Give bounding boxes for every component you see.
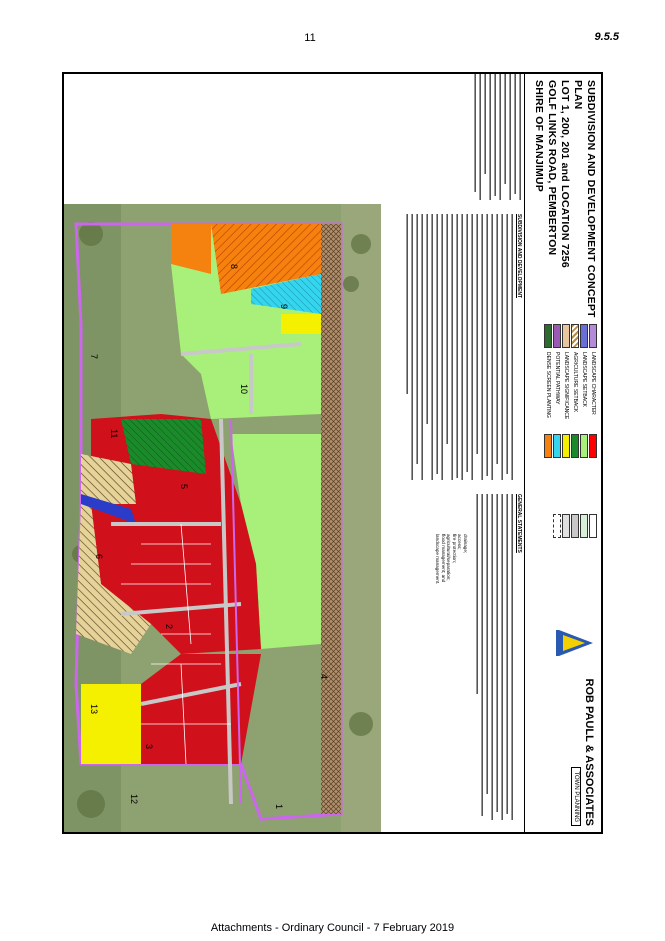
legend-row [562,324,571,624]
concept-plan-sheet [62,72,603,834]
list-item: landscape management. [435,534,441,585]
legend-column-3 [553,514,598,542]
legend-swatch [590,514,598,538]
notes-area [381,74,521,832]
legend-column-2 [544,434,598,462]
company-block [527,626,599,826]
legend-swatch [563,514,571,538]
list-item: fire protection; [452,534,457,564]
legend-swatch [581,514,589,538]
legend-swatch [572,324,580,348]
legend-row [589,324,598,624]
legend-label: LANDSCAPE SETBACK [581,352,588,408]
legend-row [553,434,562,462]
legend-swatch [572,514,580,538]
zone-red-residential-north [141,654,261,764]
map-label: 8 [229,264,239,270]
legend-row [571,434,580,462]
zone-yellow-strip [281,314,321,334]
legend-row [544,434,553,462]
legend-swatch [572,434,580,458]
map-label: 13 [89,704,99,715]
section-reference: 9.5.5 [594,31,619,43]
map-label: 4 [319,674,329,680]
company-name: ROB PAULL & ASSOCIATES [583,678,595,826]
company-logo-icon [555,628,595,658]
legend-row [553,514,562,542]
legend-row [562,514,571,542]
subdivision-notes [392,214,521,484]
list-item: agricultural/separation; [446,534,452,581]
title-line-1: SUBDIVISION AND DEVELOPMENT CONCEPT PLAN [572,80,597,318]
legend-row [589,514,598,542]
map-label: 7 [89,354,99,360]
general-statements [435,494,521,824]
map-label: 6 [94,554,104,560]
legend-label: LANDSCAPE CHARACTER [590,352,597,415]
legend-swatch [554,434,562,458]
legend-row [589,434,598,462]
title-strip [524,74,601,832]
title-line-3: GOLF LINKS ROAD, PEMBERTON [546,80,558,256]
legend-row [562,434,571,462]
company-subtitle: TOWN PLANNING [571,767,581,826]
legend-swatch [590,324,598,348]
concept-plan-map [64,204,381,832]
map-label: 3 [144,744,154,750]
page-number: 11 [304,32,316,44]
legend-swatch [545,434,553,458]
legend-swatch [554,514,562,538]
legend-swatch [581,324,589,348]
further-notes-text [401,74,521,204]
legend-row [571,324,580,624]
legend-swatch [581,434,589,458]
legend-row [571,514,580,542]
title-line-2: LOT 1, 200, 201 and LOCATION 7256 [559,80,571,268]
legend-swatch [590,434,598,458]
general-items-list [435,534,468,824]
legend-row [544,324,553,624]
map-label: 11 [109,429,119,439]
legend-label: DENSE SCREEN PLANTING [545,352,552,418]
legend-row [553,324,562,624]
zone-yellow [81,684,141,764]
legend-swatch [563,434,571,458]
landscape-buffer-strip [321,224,341,814]
legend-label: LANDSCAPE SIGNIFICANCE [563,352,570,420]
map-label: 2 [164,624,174,630]
subdivision-heading: SUBDIVISION AND DEVELOPMENT [516,214,522,298]
page-footer: Attachments - Ordinary Council - 7 February 2019 [210,922,455,934]
legend-swatch [563,324,571,348]
legend-label: POTENTIAL PATHWAY [554,352,561,405]
legend-row [580,514,589,542]
legend-swatch [554,324,562,348]
title-line-4: SHIRE OF MANJIMUP [533,80,545,192]
map-label: 12 [129,794,139,805]
list-item: flood management; and [441,534,446,583]
general-statements-text [470,494,514,824]
general-statements-heading: GENERAL STATEMENTS [516,494,522,553]
legend-swatch [545,324,553,348]
map-label: 1 [274,804,284,810]
legend-row [580,434,589,462]
map-label: 5 [179,484,189,490]
subdivision-text [394,214,514,484]
legend-row [580,324,589,624]
map-label: 9 [279,304,289,310]
map-legend [528,324,598,624]
further-notes [400,74,522,204]
list-item: drainage; [463,534,468,554]
title-block [532,80,597,320]
legend-label: AGRICULTURE SETBACK [572,352,579,413]
list-item: access; [457,534,463,550]
map-label: 10 [239,384,249,395]
